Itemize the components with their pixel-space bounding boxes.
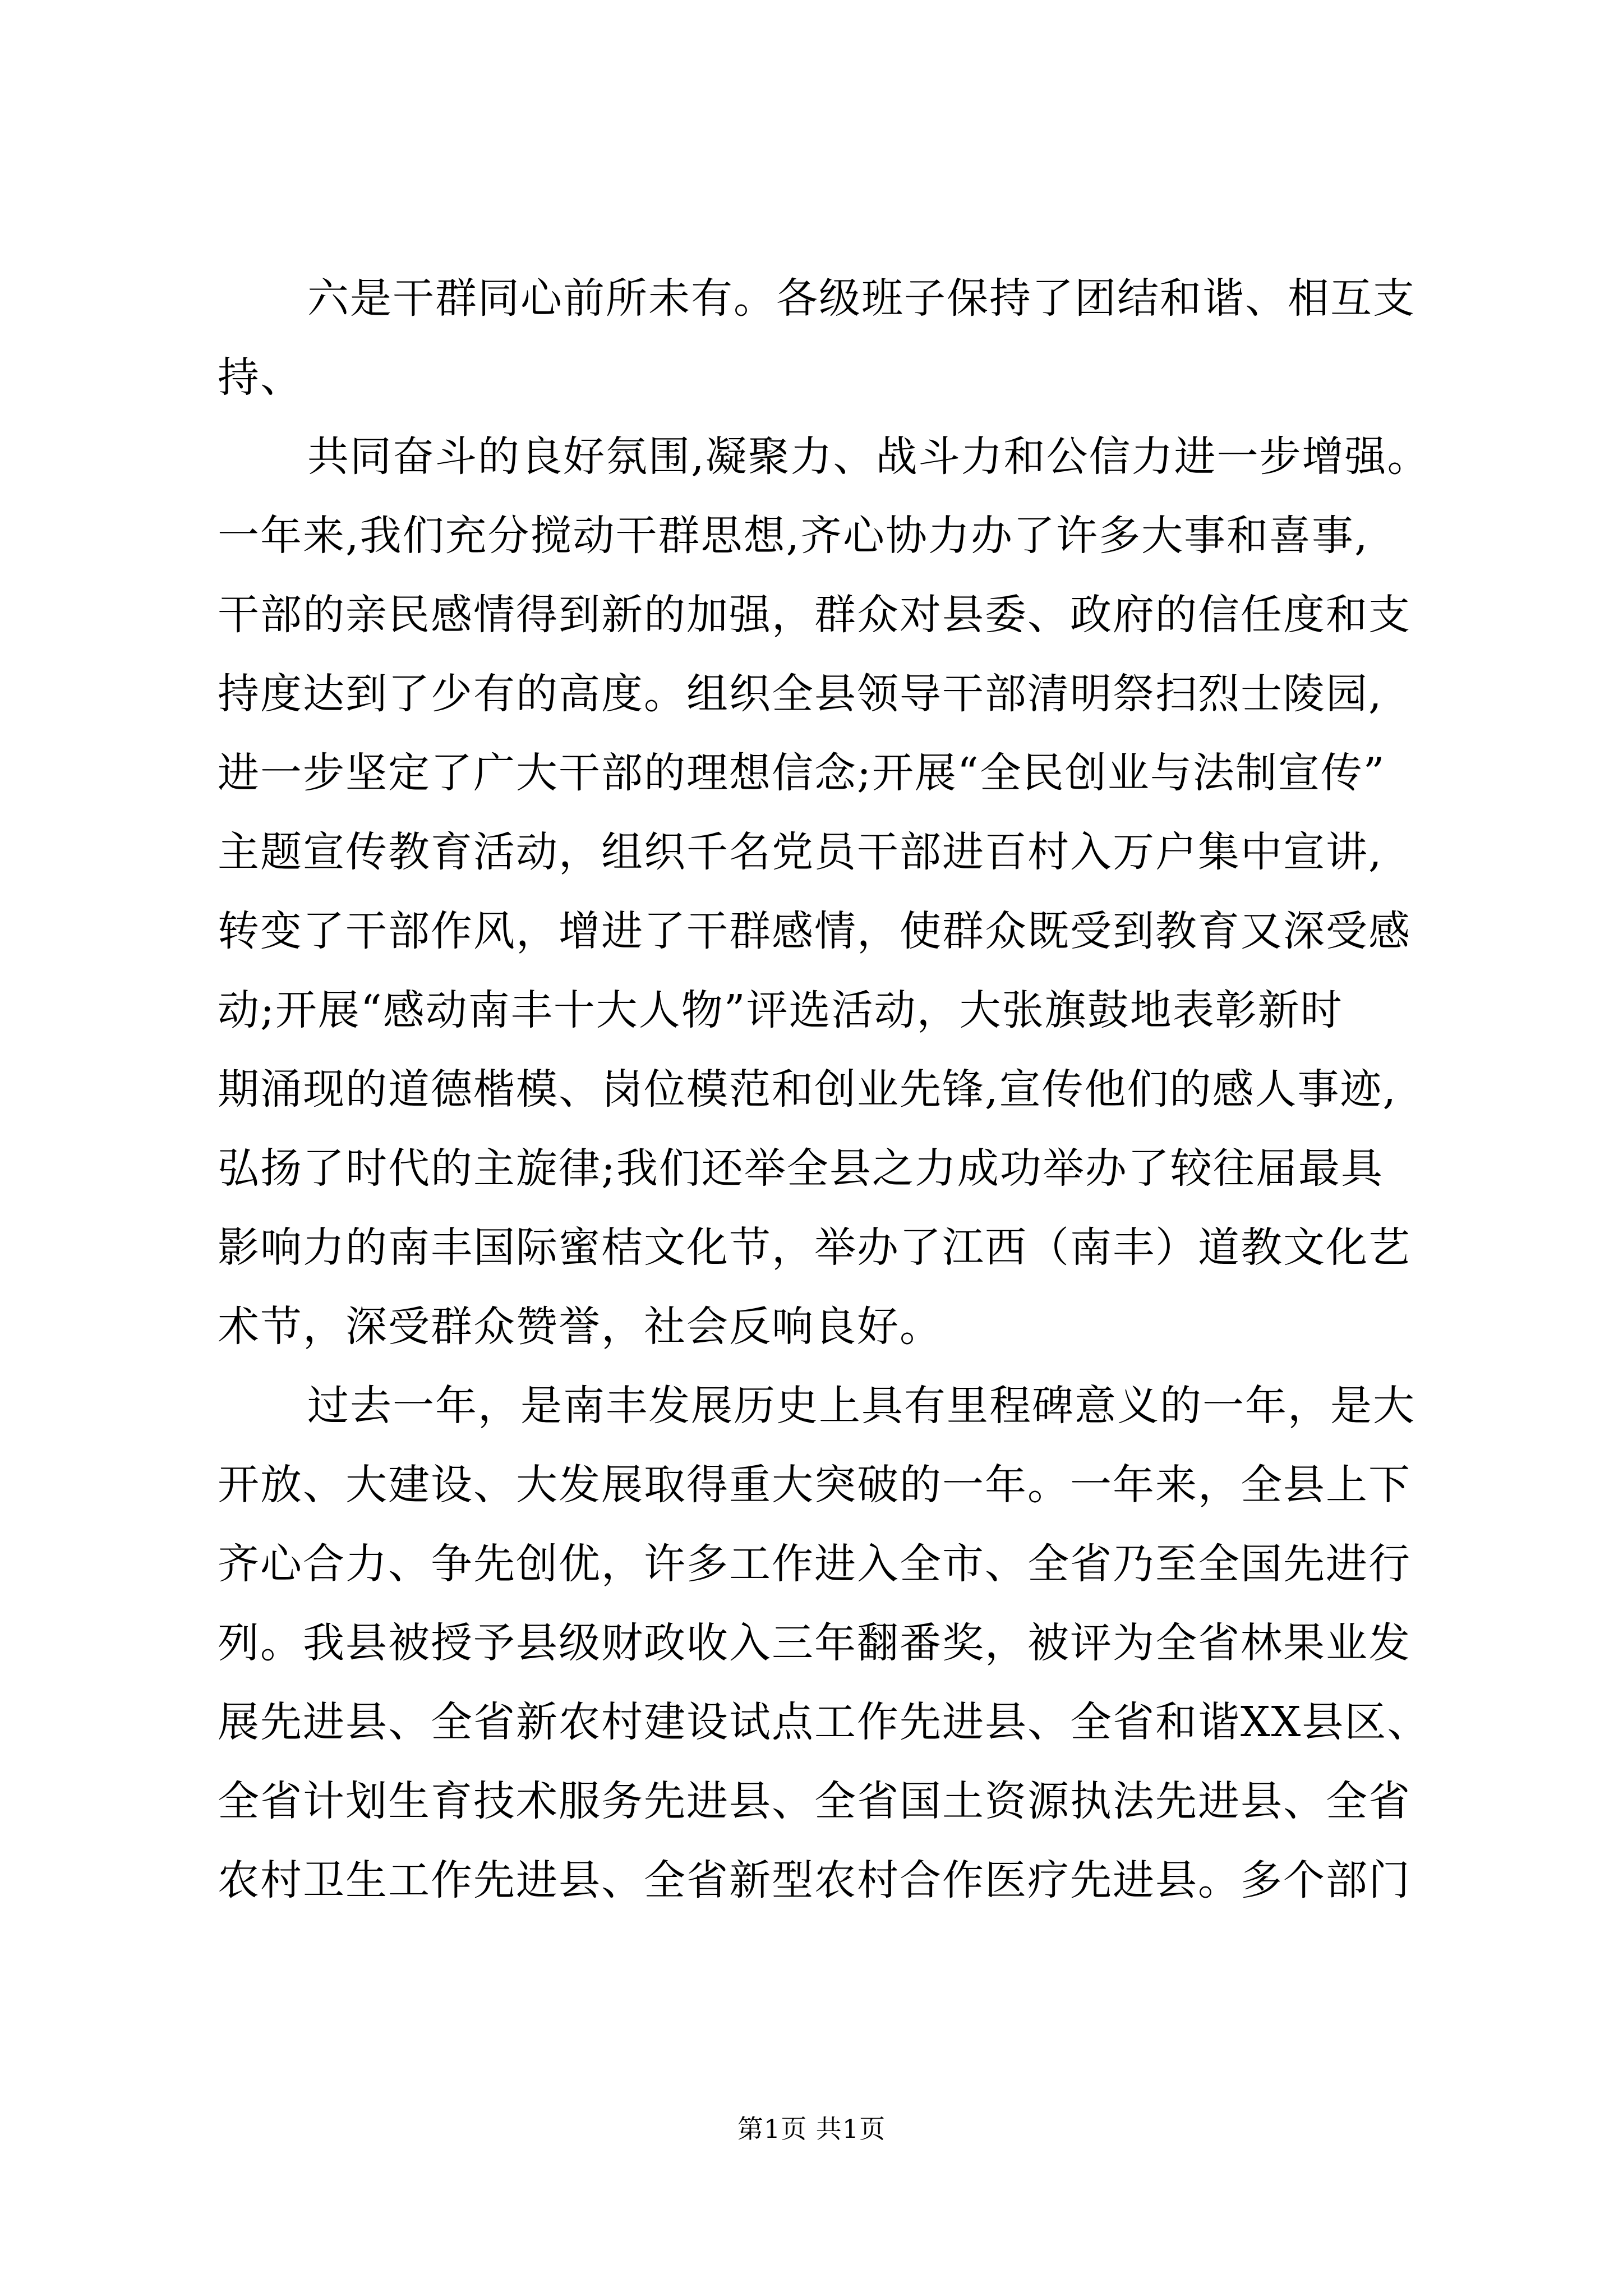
text-line: 动;开展“感动南丰十大人物”评选活动，大张旗鼓地表彰新时 — [218, 986, 1343, 1034]
text-line: 共同奋斗的良好氛围,凝聚力、战斗力和公信力进一步增强。 — [307, 432, 1430, 481]
text-line: 弘扬了时代的主旋律;我们还举全县之力成功举办了较往届最具 — [218, 1144, 1384, 1193]
text-line: 过去一年，是南丰发展历史上具有里程碑意义的一年，是大 — [307, 1382, 1415, 1430]
text-line: 进一步坚定了广大干部的理想信念;开展“全民创业与法制宣传” — [218, 749, 1386, 797]
page-footer — [0, 2112, 1623, 2146]
text-line: 齐心合力、争先创优，许多工作进入全市、全省乃至全国先进行 — [218, 1540, 1411, 1588]
text-line: 开放、大建设、大发展取得重大突破的一年。一年来，全县上下 — [218, 1461, 1411, 1509]
text-line: 列。我县被授予县级财政收入三年翻番奖，被评为全省林果业发 — [218, 1619, 1411, 1667]
text-line: 影响力的南丰国际蜜桔文化节，举办了江西（南丰）道教文化艺 — [218, 1223, 1411, 1272]
text-line: 主题宣传教育活动，组织千名党员干部进百村入万户集中宣讲, — [218, 828, 1383, 876]
document-body — [218, 259, 1430, 1920]
page-number-label: 第1页 共1页 — [737, 2114, 886, 2144]
text-line: 持度达到了少有的高度。组织全县领导干部清明祭扫烈士陵园, — [218, 670, 1383, 718]
text-line: 展先进县、全省新农村建设试点工作先进县、全省和谐XX县区、 — [218, 1698, 1430, 1746]
text-line: 干部的亲民感情得到新的加强，群众对县委、政府的信任度和支 — [218, 591, 1411, 639]
text-line: 转变了干部作风，增进了干群感情，使群众既受到教育又深受感 — [218, 907, 1411, 955]
text-line: 农村卫生工作先进县、全省新型农村合作医疗先进县。多个部门 — [218, 1856, 1411, 1904]
text-line: 六是干群同心前所未有。各级班子保持了团结和谐、相互支 — [307, 274, 1415, 323]
text-line: 全省计划生育技术服务先进县、全省国土资源执法先进县、全省 — [218, 1777, 1411, 1825]
text-line: 一年来,我们充分搅动干群思想,齐心协力办了许多大事和喜事, — [218, 512, 1369, 560]
text-line: 期涌现的道德楷模、岗位模范和创业先锋,宣传他们的感人事迹, — [218, 1065, 1398, 1114]
text-line: 术节，深受群众赞誉，社会反响良好。 — [218, 1303, 942, 1351]
text-line: 持、 — [218, 353, 303, 402]
